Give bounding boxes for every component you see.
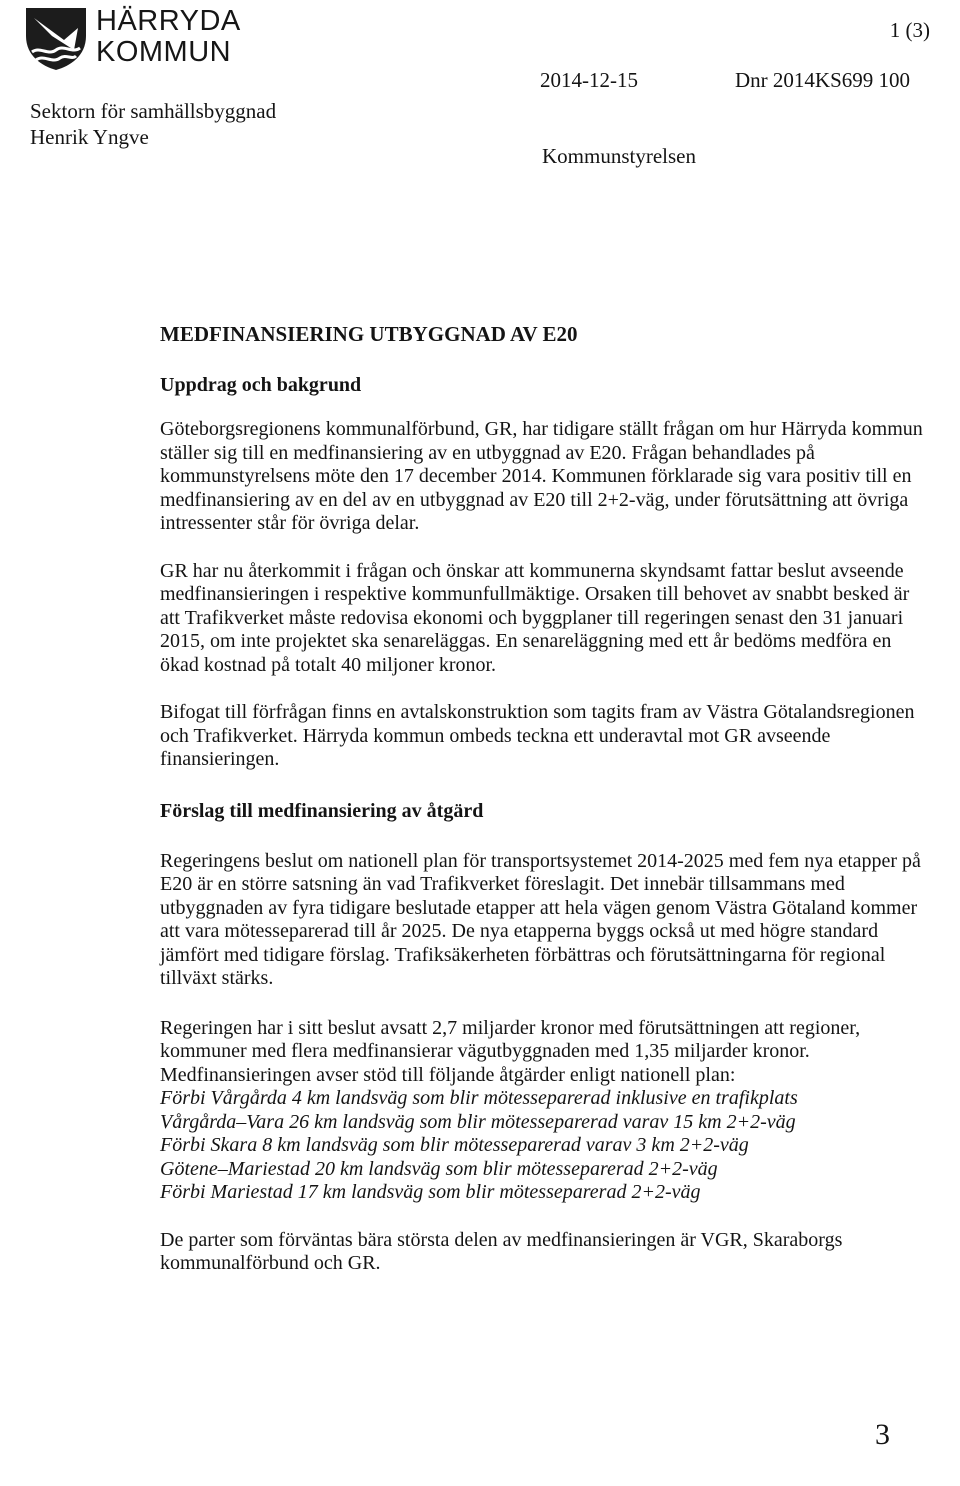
coat-of-arms-icon — [24, 6, 88, 72]
document-body — [160, 320, 930, 1300]
list-item: Vårgårda–Vara 26 km landsväg som blir mötesseparerad varav 15 km 2+2-väg — [160, 1110, 796, 1133]
logo-text-line2: KOMMUN — [96, 36, 232, 68]
sender-sector: Sektorn för samhällsbyggnad — [30, 99, 277, 123]
measures-list — [160, 1087, 930, 1205]
sender-name: Henrik Yngve — [30, 125, 149, 149]
recipient: Kommunstyrelsen — [542, 144, 696, 168]
list-item: Förbi Skara 8 km landsväg som blir mötesseparerad varav 3 km 2+2-väg — [160, 1134, 749, 1156]
paragraph: Göteborgsregionens kommunalförbund, GR, har tidigare ställt frågan om hur Härryda kommun ställer sig till en medfinansiering av en utbyggnad av E20. Frågan behandlades på kommunstyrelsens möte den 17 december 2014. Kommunen förklarade sig vara positiv till en medfinansiering av en del av en utbyggnad av E20 till 2+2-väg, under förutsättning att övriga intressenter står för övriga delar. — [160, 418, 923, 534]
page-number: 1 (3) — [889, 18, 930, 42]
document-title: MEDFINANSIERING UTBYGGNAD AV E20 — [160, 322, 578, 346]
paragraph: Regeringens beslut om nationell plan för transportsystemet 2014-2025 med fem nya etapper på E20 är en större satsning än vad Trafikverket föreslagit. Det innebär tillsammans med utbyggnaden av fyra tidigare beslutade etapper att hela vägen genom Västra Götaland kommer att vara mötesseparerad till år 2025. De nya etapperna byggs också ut med högre standard jämfört med tidigare förslag. Trafiksäkerheten förbättras och förutsättningarna för regional tillväxt stärks. — [160, 849, 921, 989]
paragraph: GR har nu återkommit i frågan och önskar att kommunerna skyndsamt fattar beslut avseende medfinansieringen i respektive kommunfullmäktige. Orsaken till behovet av snabbt besked är att Trafikverket måste redovisa ekonomi och byggplaner till regeringen senast den 31 januari 2015, om inte projektet ska senareläggas. En senareläggning med ett år bedöms medföra en ökad kostnad på totalt 40 miljoner kronor. — [160, 559, 910, 676]
municipality-logo — [24, 4, 254, 80]
paragraph: Bifogat till förfrågan finns en avtalskonstruktion som tagits fram av Västra Götalandsregionen och Trafikverket. Härryda kommun ombeds teckna ett underavtal mot GR avseende finansieringen. — [160, 701, 915, 770]
logo-text-line1: HÄRRYDA — [96, 5, 241, 37]
list-item: Götene–Mariestad 20 km landsväg som blir mötesseparerad 2+2-väg — [160, 1157, 718, 1180]
list-item: Förbi Vårgårda 4 km landsväg som blir mötesseparerad inklusive en trafikplats — [160, 1087, 798, 1109]
paragraph: De parter som förväntas bära största delen av medfinansieringen är VGR, Skaraborgs kommunalförbund och GR. — [160, 1228, 843, 1274]
footer-page-number: 3 — [875, 1418, 890, 1451]
sender-block — [30, 98, 276, 150]
list-item: Förbi Mariestad 17 km landsväg som blir mötesseparerad 2+2-väg — [160, 1181, 701, 1203]
section-heading-background: Uppdrag och bakgrund — [160, 374, 362, 396]
paragraph: Regeringen har i sitt beslut avsatt 2,7 miljarder kronor med förutsättningen att regioner, kommuner med flera medfinansierar vägutbyggnaden med 1,35 miljarder kronor. Medfinansieringen avser stöd till följande åtgärder enligt nationell plan: — [160, 1016, 861, 1086]
registration-number: Dnr 2014KS699 100 — [735, 68, 911, 92]
document-date: 2014-12-15 — [540, 68, 638, 92]
section-heading-proposal: Förslag till medfinansiering av åtgärd — [160, 799, 484, 822]
